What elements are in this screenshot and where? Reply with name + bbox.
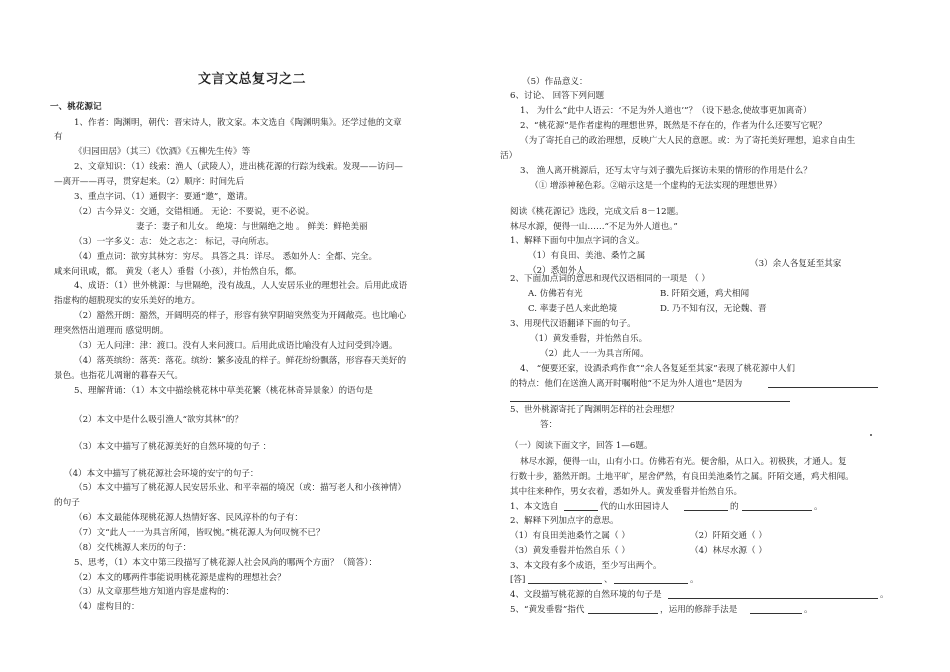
question-line: （6）本文最能体现桃花源人热情好客、民风淳朴的句子有： <box>74 513 303 523</box>
text-line: （5）作品意义： <box>522 77 588 87</box>
section-heading: 一、桃花源记 <box>50 102 102 112</box>
question-line: （4）本文中描写了桃花源社会环境的安宁的句子： <box>64 469 259 479</box>
text-line: 的特点：他们在送渔人离开时嘱咐他“不足为外人道也”是因为 <box>510 379 743 389</box>
text-line: （1）有良田、美池、桑竹之属 <box>528 251 646 261</box>
text-line: 2、“桃花源”是作者虚构的理想世界，既然是不存在的，作者为什么还要写它呢？ <box>520 121 827 131</box>
answer-blank[interactable] <box>684 500 728 511</box>
text-line: 3、用现代汉语翻译下面的句子。 <box>510 319 636 329</box>
text-line: 6、讨论、 回答下列问题 <box>510 91 605 101</box>
text-line: （3）余人各复延至其家 <box>750 259 842 269</box>
text-line: 。 <box>690 575 699 585</box>
text-line: 、 <box>604 575 613 585</box>
text-line: 1、本文选自 <box>510 502 559 512</box>
question-line: （2）本文中是什么吸引渔人“欲穷其林”的？ <box>74 415 243 425</box>
question-line: 5、思考，（1）本文中第三段描写了桃花源人社会风尚的哪两个方面？（简答）： <box>74 558 378 568</box>
text-line: 4、成语：（1）世外桃源：与世隔绝，没有战乱，人人安居乐业的理想社会。后用此成语 <box>74 281 408 291</box>
question-line: （2）本文的哪两件事能说明桃花源是虚构的理想社会？ <box>74 573 286 583</box>
question-line: （4）虚构目的： <box>74 602 140 612</box>
answer-blank[interactable] <box>614 573 688 584</box>
answer-blank[interactable] <box>742 500 812 511</box>
question-line: （7）文“此人一一为具言所闻，皆叹惋。”桃花源人为何叹惋不已？ <box>74 528 325 538</box>
text-line: （1）有良田美池桑竹之属（ ） <box>510 531 630 541</box>
text-line: （为了寄托自己的政治理想，反映广大人民的意愿。或：为了寄托美好理想，追求自由生 <box>520 136 856 146</box>
text-line: 行数十步，豁然开朗。土地平旷，屋舍俨然，有良田美池桑竹之属。阡陌交通，鸡犬相闻。 <box>510 472 854 482</box>
text-line: 活） <box>500 151 518 161</box>
text-line: 1、解释下面句中加点字词的含义。 <box>510 236 645 246</box>
answer-blank[interactable] <box>668 588 878 599</box>
text-line: 咸来问讯咸，都。 黄发（老人）垂髫（小孩），并怡然自乐，都。 <box>54 267 302 277</box>
answer-blank[interactable] <box>768 377 878 388</box>
text-line: 答： <box>540 420 558 430</box>
text-line: —离开——再寻，贯穿起来。（2）顺序：时间先后 <box>54 177 245 187</box>
text-line: （4）重点词：欲穷其林穷：穷尽。 具答之具：详尽。 悉如外人：全都、完全。 <box>74 252 378 262</box>
choice-c: C. 率妻子邑人来此绝境 <box>528 304 618 314</box>
text-line: （2）悉如外人 <box>528 266 586 276</box>
text-line: 理突然悟出道理而 感觉明朗。 <box>54 326 169 336</box>
text-line: 林尽水源，便得一山，山有小口。仿佛若有光。便舍船，从口入。初极狭，才通人。复 <box>520 457 847 467</box>
text-line: 有 <box>54 132 63 142</box>
question-line: （3）从文章那些地方知道内容是虚构的： <box>74 587 235 597</box>
text-line: （① 增添神秘色彩。②暗示这是一个虚构的无法实现的理想世界） <box>530 181 782 191</box>
text-line: （3）无人问津：津：渡口。没有人来问渡口。后用此成语比喻没有人过问受到冷遇。 <box>74 341 398 351</box>
text-line: （4）落英缤纷：落英：落花。缤纷：繁多凌乱的样子。鲜花纷纷飘落，形容春天美好的 <box>74 356 407 366</box>
text-line: 。 <box>814 502 823 512</box>
question-line: 的句子 <box>54 498 80 508</box>
text-line: （一）阅读下面文字，回答 1—6题。 <box>510 441 653 451</box>
text-line: 指虚构的超脱现实的安乐美好的地方。 <box>54 296 201 306</box>
text-line: [答] <box>510 575 526 585</box>
text-line: 3、本文段有多个成语，至少写出两个。 <box>510 561 662 571</box>
text-line: 1、作者：陶渊明，朝代：晋宋诗人，散文家。本文选自《陶渊明集》。还学过他的文章 <box>74 118 402 128</box>
question-line: （5）本文中描写了桃花源人民安居乐业、和平幸福的境况（或：描写老人和小孩神情） <box>74 483 407 493</box>
text-line: 3、 渔人离开桃源后，还写太守与刘子骥先后探访未果的情形的作用是什么？ <box>520 166 812 176</box>
text-line: 阅读《桃花源记》选段，完成文后 8－12题。 <box>510 207 684 217</box>
page-title: 文言文总复习之二 <box>198 72 307 87</box>
text-line: （2）此人一一为具言所闻。 <box>540 349 649 359</box>
text-line: 林尽水源，便得一山……“不足为外人道也。” <box>510 222 678 232</box>
answer-blank[interactable] <box>564 500 598 511</box>
text-line: 3、重点字词、（1）通假字：要通“邀”，邀请。 <box>74 192 253 202</box>
text-line: （2）古今异义：交通，交错相通。 无论：不要说，更不必说。 <box>74 207 315 217</box>
text-line: 4、文段描写桃花源的自然环境的句子是 <box>510 590 662 600</box>
text-line: ，运用的修辞手法是 <box>660 605 738 615</box>
text-line: （3）一字多义：志： 处之志之： 标记，寻向所志。 <box>74 237 274 247</box>
answer-blank[interactable] <box>528 573 602 584</box>
text-line: 景色。也指花儿凋谢的暮春天气。 <box>54 371 183 381</box>
text-line: （4）林尽水源（ ） <box>690 546 767 556</box>
text-line: （1）黄发垂髫，并怡然自乐。 <box>530 334 648 344</box>
text-line: 。 <box>804 605 813 615</box>
answer-blank[interactable] <box>750 603 802 614</box>
text-line: 《归园田居》（其三）《饮酒》《五柳先生传》等 <box>74 147 251 157</box>
choice-a: A. 仿佛若有光 <box>528 289 583 299</box>
text-line: 2、文章知识：（1）线索：渔人（武陵人），进出桃花源的行踪为线索。发现——访问— <box>74 162 403 172</box>
text-line: 妻子：妻子和儿女。 绝境：与世隔绝之地 。 鲜美：鲜艳美丽 <box>136 222 368 232</box>
text-line: 5、理解背诵：（1）本文中描绘桃花林中草美花繁（桃花林奇异景象）的语句是 <box>74 386 373 396</box>
text-line: 代的山水田园诗人 <box>600 502 669 512</box>
text-line: 。 <box>880 590 889 600</box>
text-line: （2）豁然开朗：豁然，开阔明亮的样子，形容有狭窄阴暗突然变为开阔敞亮。也比喻心 <box>74 311 407 321</box>
text-line: 5、世外桃源寄托了陶渊明怎样的社会理想？ <box>510 405 679 415</box>
text-line: 5、“黄发垂髫”指代 <box>510 605 585 615</box>
answer-blank[interactable] <box>510 391 790 402</box>
text-line: 2、下面加点词的意思和现代汉语相同的一项是 （ ） <box>510 274 710 284</box>
choice-b: B. 阡陌交通，鸡犬相闻 <box>660 289 750 299</box>
text-line: 的 <box>730 502 739 512</box>
text-line: （3）黄发垂髫并怡然自乐（ ） <box>510 546 630 556</box>
choice-d: D. 乃不知有汉，无论魏、晋 <box>660 304 767 314</box>
text-line: （2）阡陌交通（ ） <box>690 531 767 541</box>
stray-mark <box>870 434 872 436</box>
text-line: 4、 “便要还家，设酒杀鸡作食”“余人各复延至其家”表现了桃花源中人们 <box>520 364 795 374</box>
text-line: 1、 为什么“此中人语云：‘不足为外人道也’”？（设下悬念,使故事更加离奇） <box>520 106 812 116</box>
text-line: 2、解释下列加点字的意思。 <box>510 516 619 526</box>
question-line: （8）交代桃源人来历的句子： <box>74 543 192 553</box>
answer-blank[interactable] <box>588 603 658 614</box>
text-line: 其中往来种作，男女衣着，悉如外人。黄发垂髫并怡然自乐。 <box>510 487 743 497</box>
question-line: （3）本文中描写了桃花源美好的自然环境的句子 ： <box>74 442 272 452</box>
